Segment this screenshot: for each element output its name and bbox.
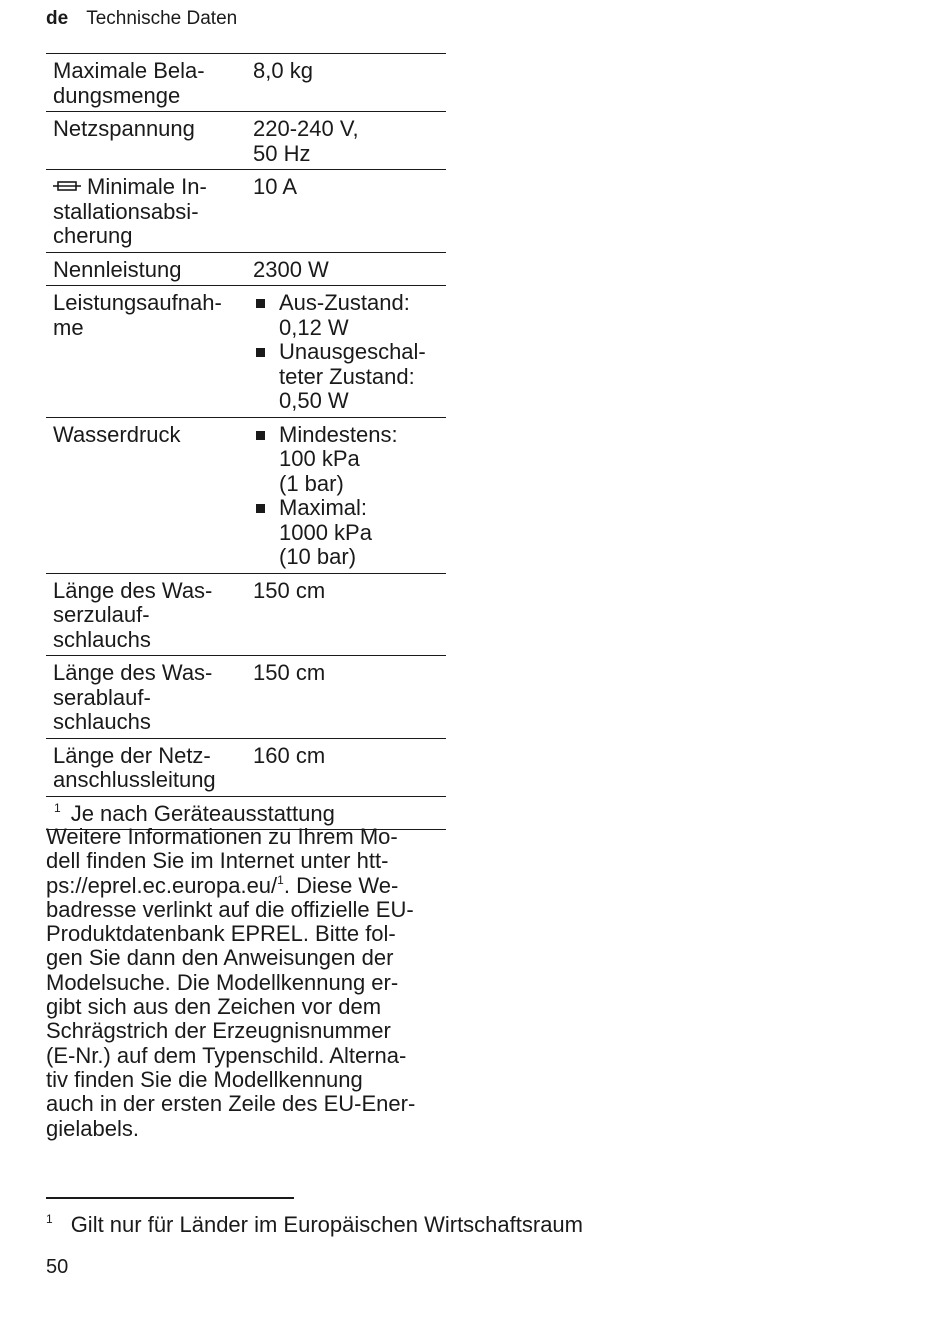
- spec-value-list: [253, 291, 446, 414]
- spec-value: [253, 252, 446, 286]
- list-item: [253, 291, 446, 340]
- spec-label: [46, 170, 253, 253]
- spec-label: [46, 656, 253, 739]
- spec-label-text: Nennleistung: [53, 256, 182, 282]
- spec-value: [253, 738, 446, 796]
- section-title: Technische Daten: [86, 8, 238, 29]
- spec-row: [46, 573, 446, 656]
- bullet-square-icon: [256, 431, 265, 440]
- spec-label-text: Länge des Was- serzulauf- schlauchs: [53, 577, 213, 652]
- spec-value-text: 160 cm: [253, 742, 326, 768]
- table-footnote-mark: 1: [54, 800, 61, 815]
- info-paragraph: [46, 825, 456, 1141]
- spec-value-text: 8,0 kg: [253, 58, 313, 83]
- spec-label: [46, 286, 253, 418]
- spec-value: [253, 54, 446, 112]
- spec-label-text: Minimale In- stallationsabsi- cherung: [53, 174, 207, 248]
- spec-value: [253, 656, 446, 739]
- spec-row: [46, 112, 446, 170]
- spec-row: [46, 252, 446, 286]
- spec-value: [253, 417, 446, 573]
- footnote-mark: 1: [46, 1212, 53, 1226]
- spec-row: [46, 656, 446, 739]
- spec-value-text: 2300 W: [253, 256, 329, 282]
- spec-value: [253, 112, 446, 170]
- spec-row: [46, 54, 446, 112]
- spec-value-text: 220-240 V, 50 Hz: [253, 116, 359, 166]
- paragraph-text-1: Weitere Informationen zu Ihrem Mo- dell finden Sie im Internet unter htt- ps://eprel.ec.europa.eu/: [46, 824, 398, 898]
- list-item-text: Aus-Zustand: 0,12 W: [279, 290, 410, 340]
- spec-row: [46, 738, 446, 796]
- spec-label: [46, 573, 253, 656]
- footnote-ref: 1: [277, 872, 284, 887]
- list-item: [253, 496, 446, 570]
- spec-label-text: Leistungsaufnah- me: [53, 290, 222, 340]
- spec-value: [253, 170, 446, 253]
- bullet-square-icon: [256, 299, 265, 308]
- spec-label-text: Maximale Bela- dungsmenge: [53, 58, 205, 108]
- language-code: de: [46, 8, 69, 29]
- footnote-text: Gilt nur für Länder im Europäischen Wirtschaftsraum: [70, 1212, 583, 1237]
- spec-value: [253, 286, 446, 418]
- spec-label-text: Länge der Netz- anschlussleitung: [53, 742, 216, 792]
- list-item-text: Maximal: 1000 kPa (10 bar): [279, 495, 372, 569]
- spec-row: [46, 286, 446, 418]
- spec-label: [46, 417, 253, 573]
- list-item-text: Mindestens: 100 kPa (1 bar): [279, 421, 398, 496]
- spec-label: [46, 112, 253, 170]
- spec-row: [46, 417, 446, 573]
- list-item: [253, 340, 446, 414]
- fuse-icon: [53, 179, 81, 193]
- technical-data-table: [46, 53, 446, 830]
- spec-value-text: 150 cm: [253, 577, 326, 603]
- page-footnote: [46, 1212, 583, 1238]
- spec-value-text: 150 cm: [253, 660, 326, 685]
- list-item: [253, 423, 446, 497]
- spec-label-text: Wasserdruck: [53, 421, 181, 447]
- spec-label: [46, 54, 253, 112]
- footnote-divider: [46, 1197, 294, 1199]
- spec-value-text: 10 A: [253, 174, 298, 199]
- page-number: 50: [46, 1256, 69, 1278]
- spec-value: [253, 573, 446, 656]
- table-footnote-text: Je nach Geräteausstattung: [70, 800, 335, 826]
- spec-row: [46, 170, 446, 253]
- paragraph-text-2: . Diese We- badresse verlinkt auf die offizielle EU- Produktdatenbank EPREL. Bitte fol- gen Sie dann den Anweisungen der Modelsuche. Die Modellkennung er- gibt sich aus den Zeichen vor dem Schrägstrich der Erzeugnisnummer (E-Nr.) auf dem Typenschild. Alterna- tiv finden Sie die Modellkennung auch in der ersten Zeile des EU-Ener- gielabels.: [46, 872, 416, 1141]
- spec-value-list: [253, 423, 446, 570]
- spec-label-text: Netzspannung: [53, 116, 195, 141]
- page-header: [46, 8, 237, 30]
- spec-label: [46, 738, 253, 796]
- bullet-square-icon: [256, 504, 265, 513]
- spec-label: [46, 252, 253, 286]
- bullet-square-icon: [256, 348, 265, 357]
- spec-label-text: Länge des Was- serablauf- schlauchs: [53, 660, 213, 734]
- list-item-text: Unausgeschal- teter Zustand: 0,50 W: [279, 339, 426, 413]
